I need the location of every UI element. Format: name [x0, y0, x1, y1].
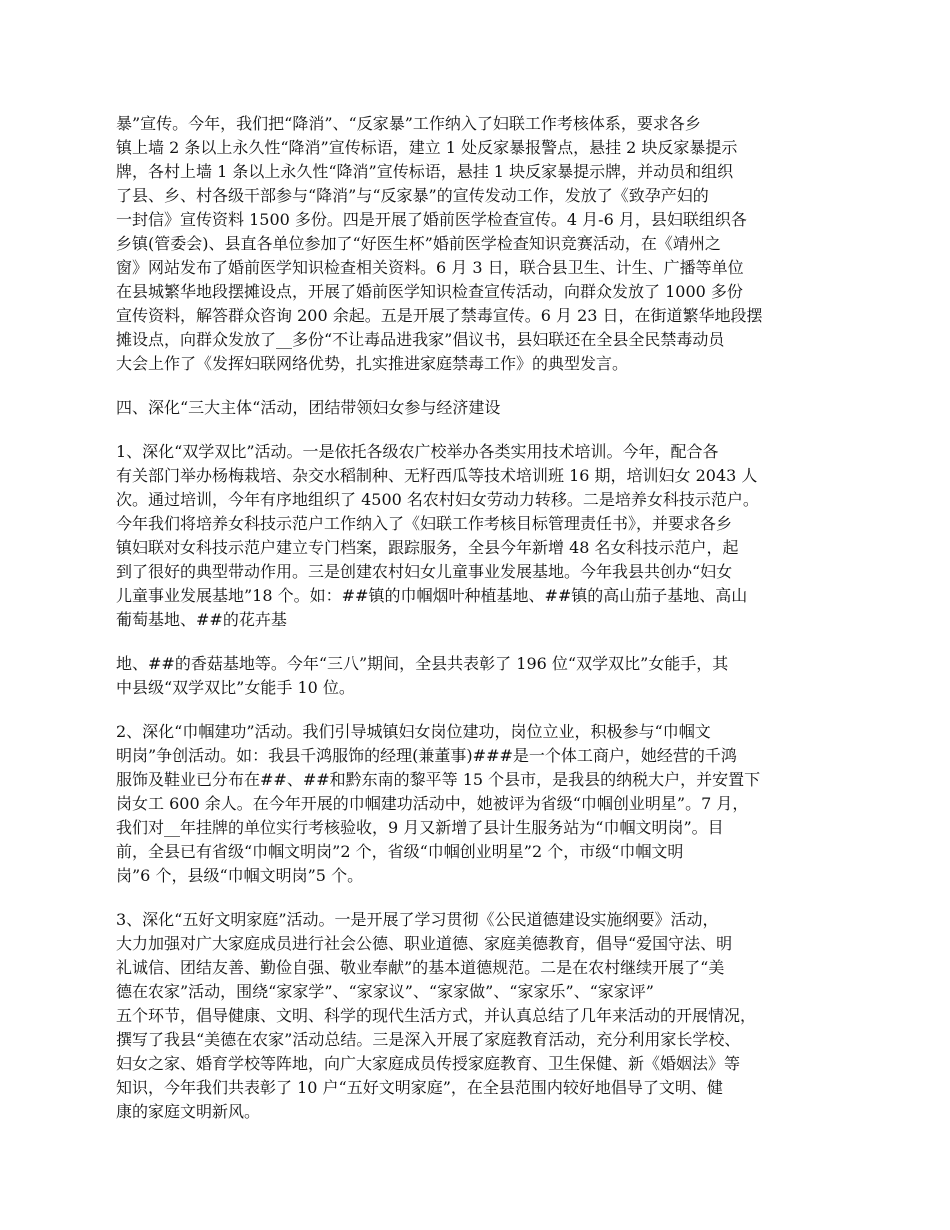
paragraph-item-1 — [116, 440, 838, 632]
paragraph-anti-violence-promo — [116, 112, 838, 376]
text-line: 岗”6 个，县级“巾帼文明岗”5 个。 — [116, 866, 364, 885]
text-line: 四、深化“三大主体“活动，团结带领妇女参与经济建设 — [116, 398, 501, 417]
text-line: 康的家庭文明新风。 — [116, 1102, 261, 1121]
text-line: 明岗”争创活动。如：我县千鸿服饰的经理(兼董事)###是一个体工商户，她经营的千鸿 — [116, 746, 737, 765]
text-line: 德在农家”活动，围绕“家家学”、“家家议”、“家家做”、“家家乐”、“家家评” — [116, 982, 654, 1001]
text-line: 礼诚信、团结友善、勤俭自强、敬业奉献”的基本道德规范。二是在农村继续开展了“美 — [116, 958, 725, 977]
text-line: 镇妇联对女科技示范户建立专门档案，跟踪服务，全县今年新增 48 名女科技示范户，起 — [116, 538, 739, 557]
text-line: 葡萄基地、##的花卉基 — [116, 610, 287, 629]
text-line: 了县、乡、村各级干部参与“降消”与“反家暴”的宣传发动工作，发放了《致孕产妇的 — [116, 186, 709, 205]
text-line: 五个环节，倡导健康、文明、科学的现代生活方式，并认真总结了几年来活动的开展情况， — [116, 1006, 757, 1025]
text-line: 宣传资料，解答群众咨询 200 余起。五是开展了禁毒宣传。6 月 23 日，在街道繁华地段摆 — [116, 306, 763, 325]
paragraph-item-1-continued — [116, 652, 838, 700]
text-line: 牌，各村上墙 1 条以上永久性“降消”宣传标语，悬挂 1 块反家暴提示牌，并动员和组织 — [116, 162, 734, 181]
text-line: 到了很好的典型带动作用。三是创建农村妇女儿童事业发展基地。今年我县共创办“妇女 — [116, 562, 733, 581]
paragraph-item-2 — [116, 720, 838, 888]
paragraph-item-3 — [116, 908, 838, 1124]
text-line: 窗》网站发布了婚前医学知识检查相关资料。6 月 3 日，联合县卫生、计生、广播等单位 — [116, 258, 744, 277]
text-line: 前，全县已有省级“巾帼文明岗”2 个，省级“巾帼创业明星”2 个，市级“巾帼文明 — [116, 842, 684, 861]
text-line: 撰写了我县“美德在农家”活动总结。三是深入开展了家庭教育活动，充分利用家长学校、 — [116, 1030, 741, 1049]
text-line: 地、##的香菇基地等。今年“三八”期间，全县共表彰了 196 位“双学双比”女能手，其 — [116, 654, 729, 673]
text-line: 摊设点，向群众发放了__多份“不让毒品进我家”倡议书，县妇联还在全县全民禁毒动员 — [116, 330, 725, 349]
document-page — [116, 112, 838, 1144]
text-line: 服饰及鞋业已分布在##、##和黔东南的黎平等 15 个县市，是我县的纳税大户，并安置下 — [116, 770, 761, 789]
text-line: 大力加强对广大家庭成员进行社会公德、职业道德、家庭美德教育，倡导“爱国守法、明 — [116, 934, 733, 953]
text-line: 暴”宣传。今年，我们把“降消”、“反家暴”工作纳入了妇联工作考核体系，要求各乡 — [116, 114, 701, 133]
text-line: 3、深化“五好文明家庭”活动。一是开展了学习贯彻《公民道德建设实施纲要》活动， — [116, 910, 719, 929]
text-line: 中县级“双学双比”女能手 10 位。 — [116, 678, 355, 697]
text-line: 大会上作了《发挥妇联网络优势，扎实推进家庭禁毒工作》的典型发言。 — [116, 354, 629, 373]
text-line: 我们对__年挂牌的单位实行考核验收，9 月又新增了县计生服务站为“巾帼文明岗”。目 — [116, 818, 724, 837]
text-line: 妇女之家、婚育学校等阵地，向广大家庭成员传授家庭教育、卫生保健、新《婚姻法》等 — [116, 1054, 741, 1073]
text-line: 有关部门举办杨梅栽培、杂交水稻制种、无籽西瓜等技术培训班 16 期，培训妇女 2043 人 — [116, 466, 758, 485]
text-line: 次。通过培训，今年有序地组织了 4500 名农村妇女劳动力转移。二是培养女科技示范户。 — [116, 490, 759, 509]
text-line: 乡镇(管委会)、县直各单位参加了“好医生杯”婚前医学检查知识竞赛活动，在《靖州之 — [116, 234, 721, 253]
text-line: 2、深化“巾帼建功”活动。我们引导城镇妇女岗位建功，岗位立业，积极参与“巾帼文 — [116, 722, 711, 741]
text-line: 在县城繁华地段摆摊设点，开展了婚前医学知识检查宣传活动，向群众发放了 1000 多份 — [116, 282, 743, 301]
text-line: 1、深化“双学双比”活动。一是依托各级农广校举办各类实用技术培训。今年，配合各 — [116, 442, 719, 461]
text-line: 今年我们将培养女科技示范户工作纳入了《妇联工作考核目标管理责任书》，并要求各乡 — [116, 514, 733, 533]
text-line: 儿童事业发展基地”18 个。如：##镇的巾帼烟叶种植基地、##镇的高山茄子基地、高山 — [116, 586, 748, 605]
text-line: 镇上墙 2 条以上永久性“降消”宣传标语，建立 1 处反家暴报警点，悬挂 2 块反家暴提示 — [116, 138, 738, 157]
section-heading — [116, 396, 838, 420]
text-line: 一封信》宣传资料 1500 多份。四是开展了婚前医学检查宣传。4 月-6 月，县妇联组织各 — [116, 210, 747, 229]
text-line: 知识，今年我们共表彰了 10 户“五好文明家庭”，在全县范围内较好地倡导了文明、健 — [116, 1078, 723, 1097]
text-line: 岗女工 600 余人。在今年开展的巾帼建功活动中，她被评为省级“巾帼创业明星”。7 月， — [116, 794, 749, 813]
